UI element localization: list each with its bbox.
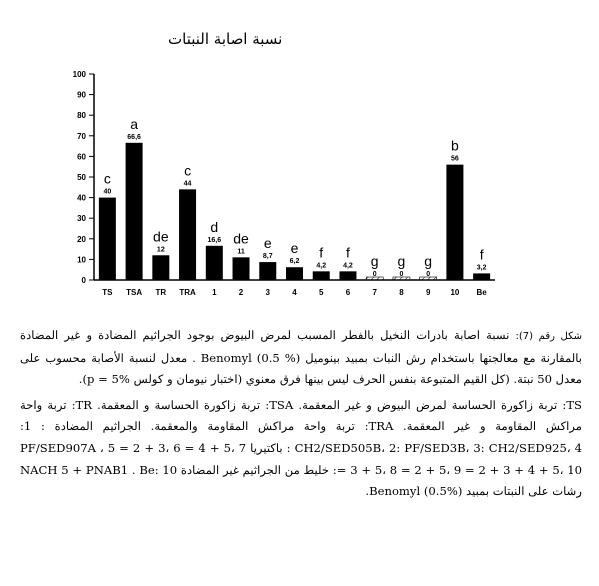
y-tick-label: 50 <box>77 173 86 182</box>
bar <box>339 271 356 280</box>
value-label: 8,7 <box>262 253 273 261</box>
value-label: 0 <box>399 271 404 278</box>
value-label: 56 <box>451 155 459 163</box>
caption-paragraph-1 <box>20 325 582 391</box>
value-label: 3,2 <box>476 264 487 272</box>
x-tick-label: TS <box>102 288 113 297</box>
bar <box>179 189 196 280</box>
y-tick-label: 80 <box>77 111 86 121</box>
y-tick-label: 0 <box>81 276 86 285</box>
significance-letter: g <box>397 253 406 269</box>
bar <box>152 255 169 280</box>
x-tick-label: 6 <box>345 288 351 297</box>
y-tick-label: 10 <box>77 255 86 265</box>
x-tick-label: TR <box>155 288 167 297</box>
value-label: 4,2 <box>316 262 327 270</box>
value-label: 12 <box>156 246 165 254</box>
value-label: 0 <box>426 271 431 278</box>
bar <box>99 198 116 280</box>
figure-label: شكل رقم (7): <box>515 331 582 342</box>
significance-letter: c <box>103 170 111 187</box>
bar <box>126 143 143 280</box>
x-tick-label: 9 <box>425 288 431 297</box>
significance-letter: g <box>370 253 379 269</box>
bar <box>446 165 463 280</box>
value-label: 0 <box>372 271 377 278</box>
significance-letter: f <box>346 244 350 261</box>
significance-letter: de <box>153 228 169 245</box>
y-tick-label: 60 <box>77 152 86 162</box>
figure-caption <box>20 325 582 503</box>
significance-letter: b <box>451 137 459 154</box>
value-label: 4,2 <box>343 262 353 270</box>
bar <box>206 246 223 280</box>
value-label: 40 <box>103 188 112 196</box>
significance-letter: e <box>263 235 272 252</box>
value-label: 66,6 <box>127 133 141 141</box>
x-tick-label: 5 <box>319 288 324 297</box>
significance-letter: e <box>290 240 299 257</box>
value-label: 6,2 <box>289 258 300 266</box>
y-tick-label: 30 <box>77 214 86 224</box>
significance-letter: c <box>184 162 192 179</box>
y-tick-label: 40 <box>77 193 86 203</box>
bar <box>286 267 303 280</box>
significance-letter: f <box>479 246 484 263</box>
caption-legend: TS: تربة زاكورة الحساسة لمرض البيوض و غير المعقمة. TSA: تربة زاكورة الحساسة و المعقمة. TR: تربة واحة مراكش المقاومة و غير المعقمة. TRA: تربة واحة مراكش المقاومة والمعقمة. الجراثيم المضادة : 1: CH2/SED505B، 2: PF/SED3B، 3: CH2/SED925، 4 : باكتيريا PF/SED907A ، 5 = 2 + 3، 6 = 4 + 5، 7 = 3 + 5، 8 = 2 + 5، 9 = 2 + 3 + 4 + 5، 10: خليط من الجراثيم غير المضادة NACH 5 + PNAB1 . Be: 10 رشات على النبتات بمبيد Benomyl (0.5%). <box>20 397 583 499</box>
y-tick-label: 20 <box>77 234 86 244</box>
bar <box>313 271 330 280</box>
value-label: 11 <box>237 248 245 256</box>
y-tick-label: 90 <box>77 90 86 100</box>
value-label: 16,6 <box>207 236 222 244</box>
significance-letter: g <box>424 253 433 269</box>
y-axis-ticks <box>73 70 94 285</box>
value-label: 44 <box>183 180 192 188</box>
significance-letter: f <box>319 244 324 261</box>
significance-letter: de <box>233 230 249 247</box>
x-tick-label: 7 <box>372 288 377 297</box>
bar <box>233 257 250 280</box>
significance-letter: a <box>130 115 138 132</box>
x-tick-label: 2 <box>238 288 244 297</box>
x-tick-label: 1 <box>212 288 217 297</box>
y-tick-label: 70 <box>77 131 86 141</box>
x-tick-label: 3 <box>265 288 270 297</box>
x-tick-label: Be <box>476 288 487 297</box>
caption-text-1: نسبة اصابة بادرات النخيل بالفطر المسبب لمرض البيوض بوجود الجراثيم المضادة و غير المضادة بالمقارنة مع معالجتها باستخدام رش النبات بمبيد بينوميل Benomyl (0.5 %) . معدل لنسبة الأصابة محسوب على معدل 50 نبتة. (كل القيم المتبوعة بنفس الحرف ليس بينها فرق معنوي (اختبار نيومان و كولس p = 5%). <box>20 328 582 387</box>
significance-letter: d <box>210 218 219 235</box>
bar <box>259 262 276 280</box>
chart-title: نسبة اصابة النبتات <box>168 30 283 48</box>
x-tick-label: 4 <box>292 288 297 297</box>
x-tick-label: TRA <box>179 288 196 297</box>
x-tick-label: TSA <box>126 288 143 297</box>
x-tick-label: 8 <box>399 288 404 297</box>
x-tick-label: 10 <box>450 288 460 297</box>
y-tick-label: 100 <box>72 70 86 79</box>
bar <box>473 273 490 280</box>
